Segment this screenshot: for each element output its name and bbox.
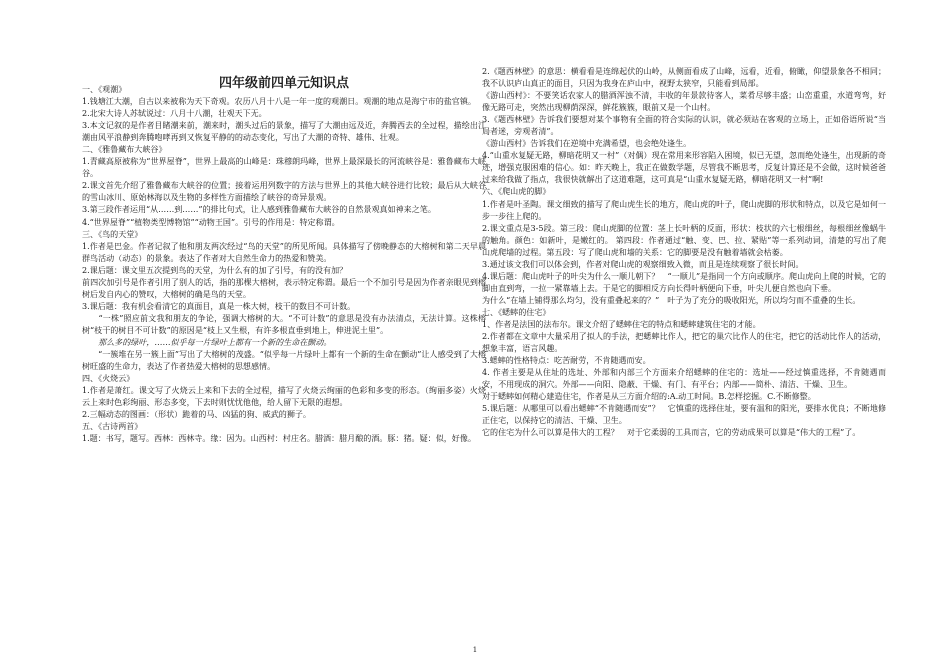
- paragraph: 1、作者是法国的法布尔。课文介绍了蟋蟀住宅的特点和蟋蟀建筑住宅的才能。: [482, 319, 761, 329]
- paragraph: 为什么“在墙上铺得那么均匀，没有重叠起来的？” 叶子为了充分的吸收阳光，所以均匀而不重叠的生长。: [482, 295, 861, 305]
- paragraph: 2.课后题：课文里五次提到鸟的天堂，为什么有的加了引号，有的没有加？: [82, 265, 348, 275]
- paragraph: 4. 作者主要是从住址的选址、外部和内部三个方面来介绍蟋蟀的住宅的：选址——经过慎重选择，不肯随遇而安，不用现成的洞穴。外部——向阳、隐蔽、干燥、有门、有平台；内部——简朴、清洁、干燥、卫生。: [482, 368, 886, 390]
- right-column: [482, 66, 886, 439]
- paragraph: 2.《题西林壁》的意思：横看看是连绵起伏的山岭，从侧面看成了山峰，远看，近看，俯瞰，仰望景象各不相同；我不认识庐山真正的面目，只因为我身在庐山中，视野太狭窄，只能看到局部。: [482, 67, 886, 89]
- paragraph: 3.《题西林壁》告诉我们要想对某个事物有全面的符合实际的认识，就必须站在客观的立场上，正如俗语所说“当局者迷，旁观者清”。: [482, 115, 886, 137]
- paragraph: 《游山西村》告诉我们在逆境中充满希望，也会绝处逢生。: [482, 139, 692, 149]
- paragraph: 2.作者都在文章中大量采用了拟人的手法，把蟋蟀比作人，把它的巢穴比作人的住宅，把它的活动比作人的活动，想象丰富，语言风趣。: [482, 332, 886, 354]
- paragraph: 3.本文记叙的是作者目睹潮来前，潮来时，潮头过后的景象，描写了大潮由远及近，奔腾西去的全过程，描绘出江潮由风平浪静到奔腾咆哮再到又恢复平静的的动态变化，写出了大潮的奇特、雄伟、壮观。: [82, 121, 486, 143]
- paragraph: 它的住宅为什么可以算是伟大的工程？ 对于它柔弱的工具而言，它的劳动成果可以算是“伟大的工程”了。: [482, 428, 861, 438]
- paragraph: 前四次加引号是作者引用了别人的话，指的那棵大榕树，表示特定称谓。最后一个不加引号是因为作者亲眼见到榕树后发自内心的赞叹，大榕树的确是鸟的天堂。: [82, 277, 486, 299]
- section-heading: 六、《爬山虎的脚》: [482, 187, 551, 197]
- paragraph: 2.课文重点是3-5段。第三段：爬山虎脚的位置：茎上长叶柄的反面，形状：枝状的六七根细丝，每根细丝像蜗牛的触角。颜色：如新叶，是嫩红的。 第四段：作者通过“触、变、巴、拉、紧贴”等一系列动词，清楚的写出了爬山虎爬墙的过程。第五段：写了爬山虎和墙的关系：它的脚要是没有触着墙就会枯萎。: [482, 223, 886, 257]
- paragraph: 1.作者是叶圣陶。课文细致的描写了爬山虎生长的地方，爬山虎的叶子，爬山虎脚的形状和特点，以及它是如何一步一步往上爬的。: [482, 199, 886, 221]
- paragraph: 1.青藏高原被称为“世界屋脊”，世界上最高的山峰是：珠穆朗玛峰，世界上最深最长的河流峡谷是：雅鲁藏布大峡谷。: [82, 157, 486, 179]
- paragraph: 1.作者是巴金。作者记叙了他和朋友两次经过“鸟的天堂”的所见所闻。具体描写了傍晚静态的大榕树和第二天早晨群鸟活动（动态）的景象。表达了作者对大自然生命力的热爱和赞美。: [82, 241, 486, 263]
- page-number: 1: [472, 646, 478, 654]
- section-heading: 一、《观潮》: [82, 85, 127, 94]
- paragraph: “一株”照应前文我和朋友的争论，强调大榕树的大。“不可计数”的意思是没有办法清点，无法计算。这株榕树“枝干的树目不可计数”的原因是“枝上又生根，有许多根直垂到地上，伸进泥土里”。: [82, 313, 486, 335]
- paragraph: 1.作者是萧红。课文写了火烧云上来和下去的全过程，描写了火烧云绚丽的色彩和多变的形态。（绚丽多姿）火烧云上来时色彩绚丽、形态多变，下去时则忧忧他他，给人留下无限的遐想。: [82, 386, 486, 408]
- paragraph: 1.钱塘江大潮，自古以来被称为天下奇观。农历八月十八是一年一度的观潮日。观潮的地点是海宁市的盐官镇。: [82, 97, 476, 107]
- paragraph: 2.北宋大诗人苏轼说过：八月十八潮，壮观天下无。: [82, 109, 267, 119]
- paragraph: 1.题：书写，题写。西林：西林寺。缘：因为。山西村：村庄名。腊酒：腊月酿的酒。豚：猪。疑：似，好像。: [82, 434, 476, 444]
- paragraph: 3.第三段作者运用“从……到……”的排比句式，让人感到雅鲁藏布大峡谷的自然景观真如神来之笔。: [82, 205, 436, 215]
- paragraph: 4.“世界屋脊”“植物类型博物馆”“动物王国”。引号的作用是：特定称谓。: [82, 217, 340, 227]
- paragraph: 2.课文首先介绍了雅鲁藏布大峡谷的位置；接着运用列数字的方法与世界上的其他大峡谷进行比较；最后从大峡谷的雪山冰川、原始林海以及生物的多样性方面描绘了峡谷的奇异景观。: [82, 181, 486, 203]
- paragraph: 4.课后题：爬山虎叶子的叶尖为什么一顺儿朝下？ “一顺儿”是指同一个方向或顺序。爬山虎向上爬的时候，它的脚由直到弯，一拉一紧靠墙上去。于是它的脚相反方向长得叶柄便向下垂，叶尖儿便自然也向下垂。: [482, 271, 886, 293]
- paragraph: 3.蟋蟀的性格特点：吃苦耐劳，不肯随遇而安。: [482, 356, 651, 366]
- section-heading: 二、《雅鲁藏布大峡谷》: [82, 145, 167, 155]
- paragraph: 那么多的绿叶，……似乎每一片绿叶上都有一个新的生命在颤动。: [82, 337, 332, 347]
- section-heading: 四、《火烧云》: [82, 374, 135, 384]
- section-heading: 七、《蟋蟀的住宅》: [482, 307, 551, 317]
- section-heading: 五、《古诗两首》: [82, 422, 143, 432]
- paragraph: 2.三幅动态的图画：（形状）跪着的马、凶猛的狗、威武的狮子。: [82, 410, 311, 420]
- paragraph: 4.“山重水复疑无路，柳暗花明又一村”（对偶）现在常用来形容陷入困境，似已无望，忽而绝处逢生，出现新的奇迹，增强克服困难的信心。如：昨天晚上，我正在做数学题，尽管我不断思考，反复计算还是不会做，这时候爸爸过来给我做了指点，我很快就解出了这道难题，这可真是“山重水复疑无路，柳暗花明又一村”啊!: [482, 151, 886, 185]
- paragraph: 3.通过该文我们可以体会到，作者对爬山虎的观察细致入微，而且是连续观察了很长时间。: [482, 259, 804, 269]
- section-heading: 三、《鸟的天堂》: [82, 229, 143, 239]
- paragraph: “一簇堆在另一簇上面”写出了大榕树的茂盛。“似乎每一片绿叶上都有一个新的生命在颤动”让人感受到了大榕树旺盛的生命力，表达了作者热爱大榕树的思想感情。: [82, 350, 486, 372]
- page-title: 四年级前四单元知识点: [218, 76, 349, 91]
- right-column-body: [482, 66, 886, 439]
- paragraph: 5.课后题：从哪里可以看出蟋蟀“不肯随遇而安”？ 它慎重的选择住址，要有温和的阳光，要排水优良；不断地修正住宅，以保持它的清洁、干燥、卫生。: [482, 404, 886, 426]
- left-column: [82, 66, 486, 445]
- left-column-body: [82, 84, 486, 445]
- paragraph: 3.课后题：我有机会看清它的真面目，真是一株大树，枝干的数目不可计数。: [82, 301, 356, 311]
- paragraph: 对于蟋蟀如何精心建造住宅，作者是从三方面介绍的:A.动工时间。B.怎样挖掘。C.不断修整。: [482, 392, 816, 402]
- paragraph: 《游山西村》：不要笑话农家人的腊酒浑浊不清，丰收的年景款待客人，菜肴尽够丰盛；山峦重重，水道弯弯，好像无路可走，突然出现柳荫深深，鲜花簇簇，眼前又是一个山村。: [482, 91, 886, 113]
